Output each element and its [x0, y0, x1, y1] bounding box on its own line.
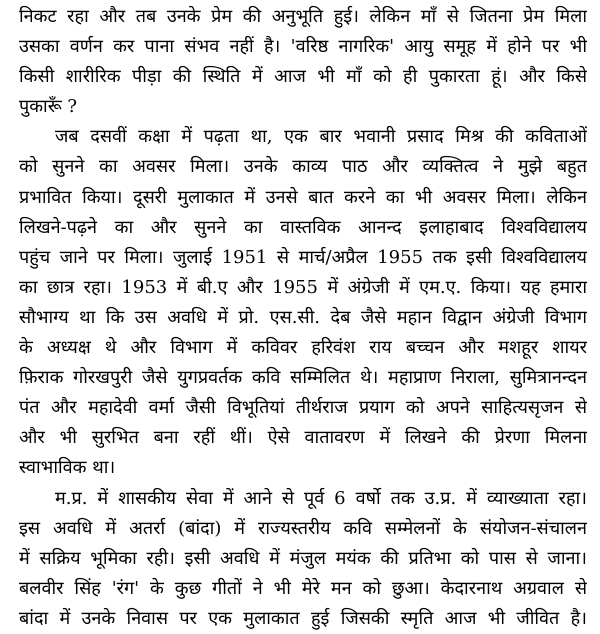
- text-line: फ़िराक गोरखपुरी जैसे युगप्रवर्तक कवि सम्मिलित थे। महाप्राण निराला, सुमित्रानन्दन: [19, 367, 587, 389]
- text-line: निकट रहा और तब उनके प्रेम की अनुभूति हुई। लेकिन माँ से जितना प्रेम मिला: [19, 6, 587, 27]
- text-line: बलवीर सिंह 'रंग' के कुछ गीतों ने भी मेरे मन को छुआ। केदारनाथ अग्रवाल से: [19, 577, 587, 599]
- document-page: [19, 2, 587, 634]
- text-line: पुकारूँ ?: [19, 96, 78, 118]
- text-line: सौभाग्य था कि उस अवधि में प्रो. एस.सी. देब जैसे महान विद्वान अंग्रेजी विभाग: [19, 306, 587, 328]
- paragraph-1: [19, 2, 587, 122]
- text-line: म.प्र. में शासकीय सेवा में आने से पूर्व 6 वर्षो तक उ.प्र. में व्याख्याता रहा।: [55, 487, 587, 509]
- text-line: को सुनने का अवसर मिला। उनके काव्य पाठ और व्यक्तित्व ने मुझे बहुत: [19, 156, 587, 178]
- text-line: का छात्र रहा। 1953 में बी.ए और 1955 में अंग्रेजी में एम.ए. किया। यह हमारा: [19, 276, 587, 298]
- paragraph-3: [19, 484, 587, 634]
- text-line: किसी शारीरिक पीड़ा की स्थिति में आज भी माँ को ही पुकारता हूं। और किसे: [19, 66, 587, 88]
- text-line: स्वाभाविक था।: [19, 457, 116, 479]
- text-line: में सक्रिय भूमिका रही। इसी अवधि में मंजुल मयंक की प्रतिभा को पास से जाना।: [19, 547, 587, 569]
- text-line: इस अवधि में अतर्रा (बांदा) में राज्यस्तरीय कवि सम्मेलनों के संयोजन-संचालन: [19, 517, 587, 539]
- text-line: लिखने-पढ़ने का और सुनने का वास्तविक आनन्द इलाहाबाद विश्वविद्यालय: [19, 216, 587, 238]
- text-line: जब दसवीं कक्षा में पढ़ता था, एक बार भवानी प्रसाद मिश्र की कविताओं: [55, 126, 587, 148]
- paragraph-2: [19, 122, 587, 483]
- text-line: बांदा में उनके निवास पर एक मुलाकात हुई जिसकी स्मृति आज भी जीवित है।: [19, 607, 587, 629]
- text-line: के अध्यक्ष थे और विभाग में कविवर हरिवंश राय बच्चन और मशहूर शायर: [19, 337, 587, 359]
- text-line: और भी सुरभित बना रहीं थीं। ऐसे वातावरण में लिखने की प्रेरणा मिलना: [19, 427, 587, 449]
- text-line: उसका वर्णन कर पाना संभव नहीं है। 'वरिष्ठ नागरिक' आयु समूह में होने पर भी: [19, 36, 587, 58]
- text-line: प्रभावित किया। दूसरी मुलाकात में उनसे बात करने का भी अवसर मिला। लेकिन: [19, 186, 587, 208]
- text-line: पहुंच जाने पर मिला। जुलाई 1951 से मार्च/अप्रैल 1955 तक इसी विश्वविद्यालय: [19, 246, 587, 268]
- text-line: पंत और महादेवी वर्मा जैसी विभूतियां तीर्थराज प्रयाग को अपने साहित्यसृजन से: [19, 397, 587, 419]
